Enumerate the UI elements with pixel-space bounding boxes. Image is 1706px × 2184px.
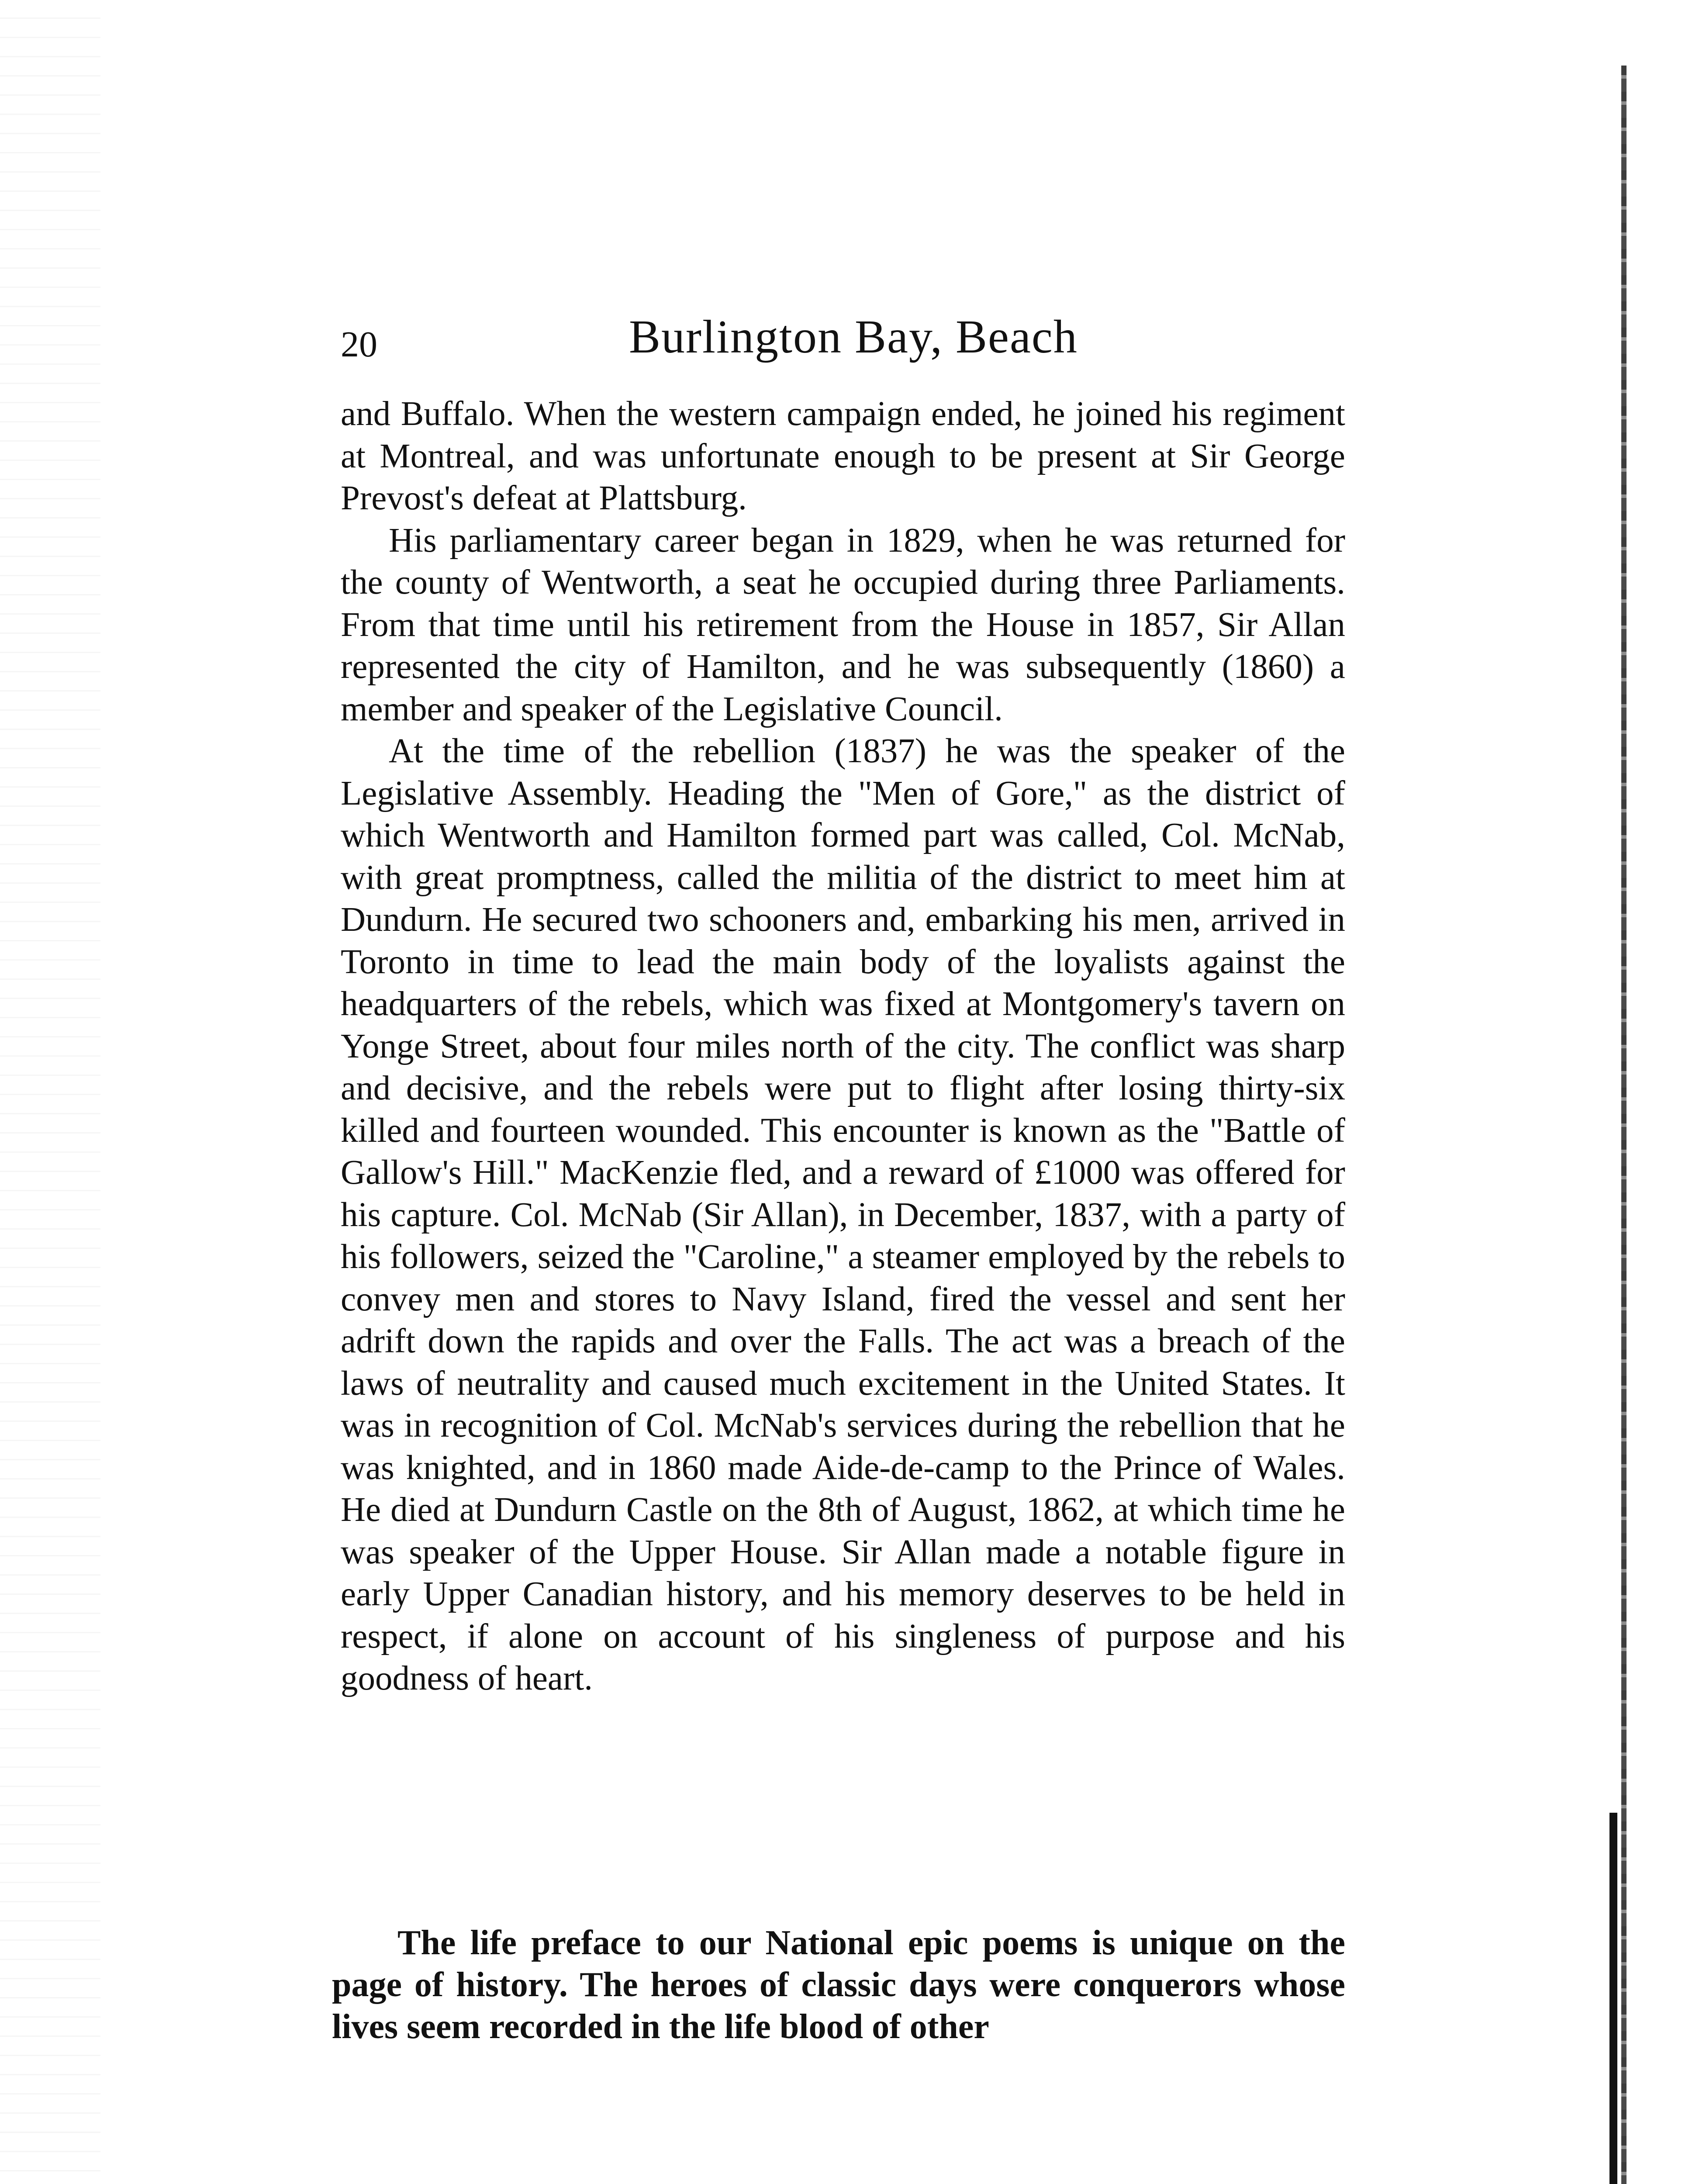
scan-edge-right [1621,66,1627,2184]
scan-edge-right-dark [1609,1813,1617,2184]
body-text [341,393,1345,1700]
paragraph: The life preface to our National epic poems is unique on the page of history. The heroes of classic days were conquerors whose lives seem recorded in the life blood of other [332,1924,1345,2046]
scan-shadow-left [0,0,100,2184]
page-header [341,306,1345,384]
paragraph: His parliamentary career began in 1829, when he was returned for the county of Wentworth, a seat he occupied during three Parliaments. From that time until his retirement from the House in 1857, Sir Allan represented the city of Hamilton, and he was subsequently (1860) a member and speaker of the Legislative Council. [341,521,1345,728]
paragraph: and Buffalo. When the western campaign ended, he joined his regiment at Montreal, and was unfortunate enough to be present at Sir George Prevost's defeat at Plattsburg. [341,395,1345,517]
page-number: 20 [341,324,377,365]
paragraph: At the time of the rebellion (1837) he was the speaker of the Legislative Assembly. Heading the "Men of Gore," as the district of which Wentworth and Hamilton formed part was called, Col. McNab, with great promptness, called the militia of the district to meet him at Dundurn. He secured two schooners and, embarking his men, arrived in Toronto in time to lead the main body of the loyalists against the headquarters of the rebels, which was fixed at Montgomery's tavern on Yonge Street, about four miles north of the city. The conflict was sharp and decisive, and the rebels were put to flight after losing thirty-six killed and fourteen wounded. This encounter is known as the "Battle of Gallow's Hill." MacKenzie fled, and a reward of £1000 was offered for his capture. Col. McNab (Sir Allan), in December, 1837, with a party of his followers, seized the "Caroline," a steamer employed by the rebels to convey men and stores to Navy Island, fired the vessel and sent her adrift down the rapids and over the Falls. The act was a breach of the laws of neutrality and caused much excitement in the United States. It was in recognition of Col. McNab's services during the rebellion that he was knighted, and in 1860 made Aide-de-camp to the Prince of Wales. He died at Dundurn Castle on the 8th of August, 1862, at which time he was speaker of the Upper House. Sir Allan made a notable figure in early Upper Canadian history, and his memory deserves to be held in respect, if alone on account of his singleness of purpose and his goodness of heart. [341,732,1345,1697]
running-title: Burlington Bay, Beach [629,311,1078,363]
closing-paragraph [332,1922,1345,2048]
